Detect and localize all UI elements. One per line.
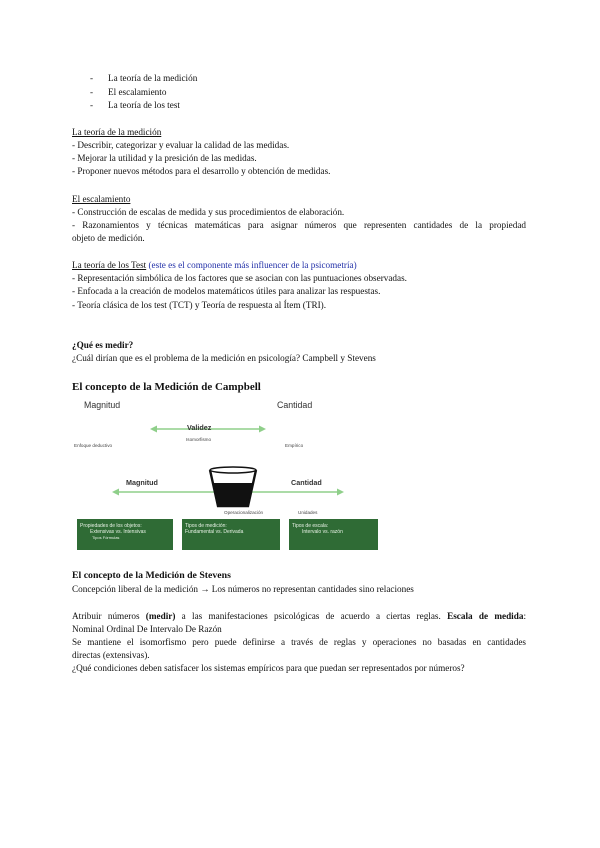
diagram-box-propiedades	[77, 519, 173, 550]
middle-arrow-left-head	[112, 489, 119, 496]
test-item-3: - Teoría clásica de los test (TCT) y Teoría de respuesta al Ítem (TRI).	[72, 300, 326, 310]
box-medicion-line2: Fundamental vs. Derivada	[185, 529, 244, 535]
stevens-title: El concepto de la Medición de Stevens	[72, 570, 231, 581]
box-medicion-line1: Tipos de medición:	[185, 523, 227, 529]
section-title-escalamiento: El escalamiento	[72, 194, 131, 204]
intro-item-2: El escalamiento	[108, 87, 167, 97]
section-title-medicion: La teoría de la medición	[72, 127, 162, 137]
stevens-line-5: directas (extensivas).	[72, 650, 150, 660]
section-note-test: (este es el componente más influencer de la psicometría)	[146, 260, 357, 270]
escalamiento-item-2-line1: - Razonamientos y técnicas matemáticas para asignar números que representen cantidades de la propiedad	[72, 220, 526, 230]
box-escala-line2: Intervalo vs. razón	[302, 529, 343, 535]
stevens-line-2c: a las manifestaciones psicológicas de acuerdo a ciertas reglas.	[175, 611, 448, 621]
stevens-line-3: Nominal Ordinal De Intervalo De Razón	[72, 624, 222, 634]
diagram-caption-mid: Operacionalización	[224, 510, 264, 515]
stevens-line-2e: :	[523, 611, 526, 621]
medicion-item-2: - Mejorar la utilidad y la presición de las medidas.	[72, 153, 257, 163]
escalamiento-item-2-line2: objeto de medición.	[72, 233, 145, 243]
list-dash: -	[90, 100, 94, 110]
box-propiedades-line3: Tipos Fórmulas	[92, 535, 120, 540]
stevens-medir-bold: (medir)	[145, 611, 176, 621]
stevens-line-1: Concepción liberal de la medición → Los números no representan cantidades sino relaciones	[72, 584, 414, 594]
diagram-magnitud-mid: Magnitud	[126, 478, 158, 487]
diagram-left-small: Enfoque deductivo	[74, 443, 113, 448]
stevens-line-4: Se mantiene el isomorfismo pero puede definirse a través de reglas y operaciones no basadas en cantidades	[72, 637, 526, 647]
middle-arrow-right-head	[337, 489, 344, 496]
list-dash: -	[90, 87, 94, 97]
escalamiento-item-1: - Construcción de escalas de medida y sus procedimientos de elaboración.	[72, 207, 345, 217]
test-item-2: - Enfocada a la creación de modelos matemáticos útiles para analizar las respuestas.	[72, 286, 381, 296]
stevens-line-2a: Atribuir números	[72, 611, 146, 621]
diagram-magnitud-top: Magnitud	[84, 400, 121, 410]
diagram-right-small: Empírico	[285, 443, 304, 448]
intro-item-1: La teoría de la medición	[108, 73, 198, 83]
medicion-item-1: - Describir, categorizar y evaluar la calidad de las medidas.	[72, 140, 290, 150]
test-item-1: - Representación simbólica de los factores que se asocian con las puntuaciones observadas.	[72, 273, 407, 283]
beaker-liquid	[213, 483, 253, 506]
campbell-diagram	[72, 398, 380, 552]
que-es-medir-title: ¿Qué es medir?	[72, 340, 134, 350]
section-title-test: La teoría de los Test	[72, 260, 147, 270]
diagram-isomorfismo: Isomorfismo	[186, 437, 212, 442]
que-es-medir-text: ¿Cuál dirían que es el problema de la medición en psicología? Campbell y Stevens	[72, 353, 376, 363]
beaker-rim	[210, 467, 256, 473]
campbell-title: El concepto de la Medición de Campbell	[72, 381, 261, 393]
diagram-cantidad-top: Cantidad	[277, 400, 313, 410]
intro-item-3: La teoría de los test	[108, 100, 180, 110]
validez-arrow-right-head	[259, 426, 266, 433]
box-propiedades-line2: Extensivas vs. Intensivas	[90, 529, 146, 535]
diagram-cantidad-mid: Cantidad	[291, 478, 322, 487]
list-dash: -	[90, 73, 94, 83]
box-propiedades-line1: Propiedades de los objetos:	[80, 523, 142, 529]
box-escala-line1: Tipos de escala:	[292, 523, 329, 529]
stevens-line-2	[72, 610, 526, 623]
validez-arrow-left-head	[150, 426, 157, 433]
medicion-item-3: - Proponer nuevos métodos para el desarrollo y obtención de medidas.	[72, 166, 331, 176]
diagram-caption-right: Unidades	[298, 510, 318, 515]
stevens-line-6: ¿Qué condiciones deben satisfacer los sistemas empíricos para que puedan ser representados por números?	[72, 663, 465, 673]
diagram-box-medicion	[182, 519, 280, 550]
stevens-escala-bold: Escala de medida	[447, 611, 524, 621]
diagram-box-escala	[289, 519, 378, 550]
diagram-validez: Validez	[187, 423, 212, 432]
section-title-test-line	[72, 259, 357, 272]
